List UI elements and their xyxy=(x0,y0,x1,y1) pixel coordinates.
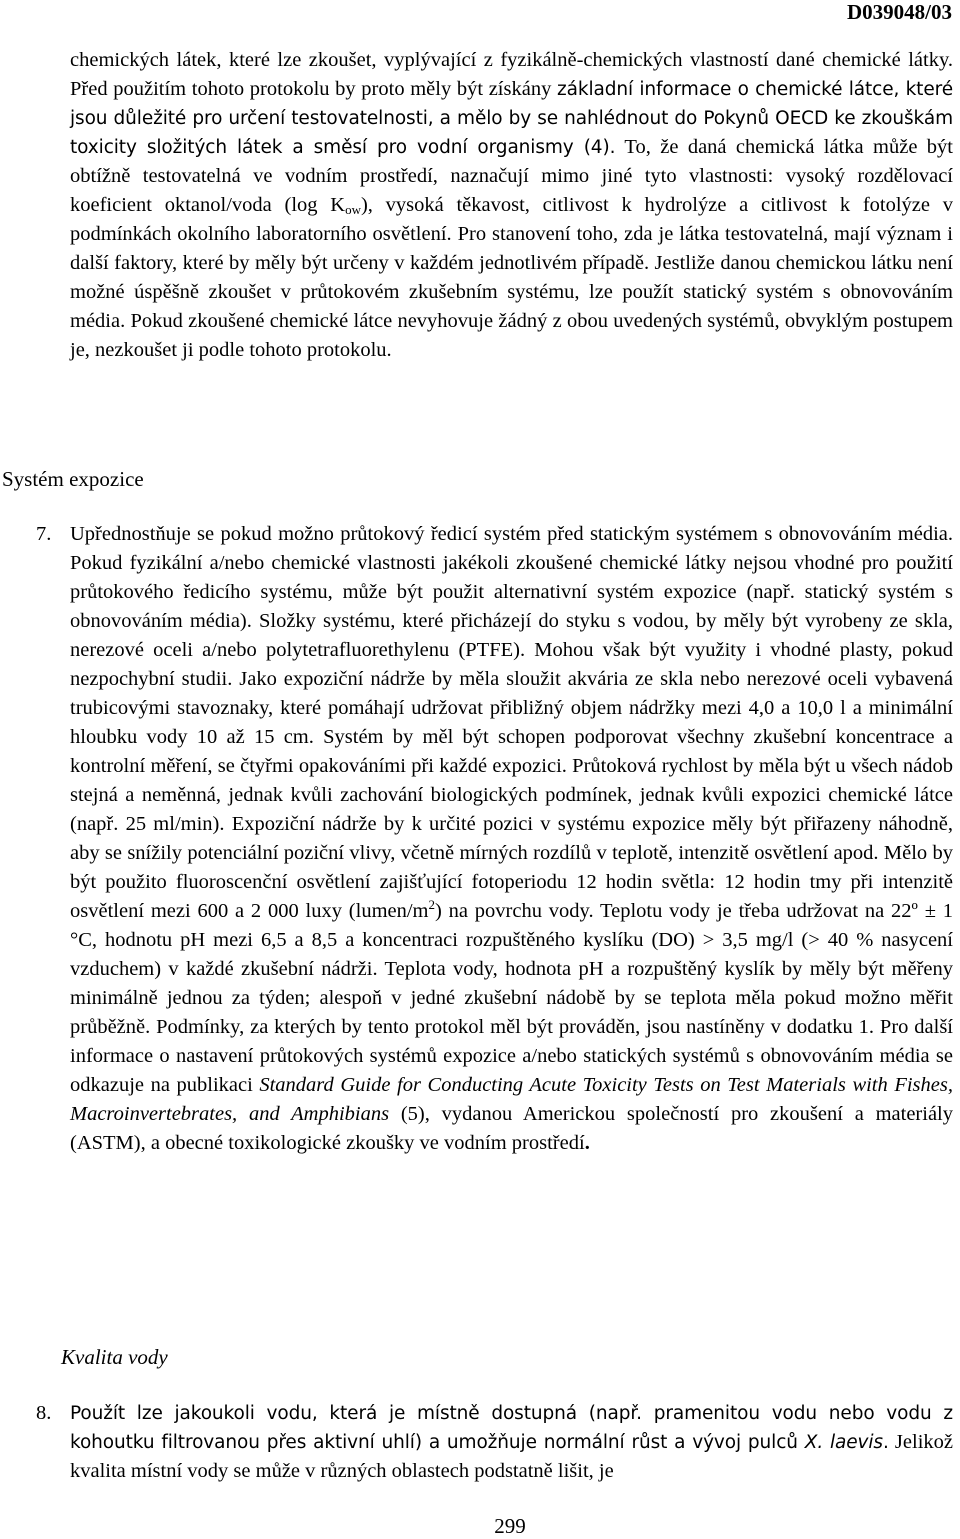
item-number-8: 8. xyxy=(36,1402,52,1424)
page-number: 299 xyxy=(494,1514,526,1538)
water-text-3: Jelikož kvalita místní vody se může v různých oblastech podstatně lišit, je xyxy=(70,1431,953,1482)
intro-text-5: Pro stanovení toho, zda je látka testovatelná, mají význam i další faktory, které by měly být určeny v každém jednotlivém případě. xyxy=(70,223,953,274)
intro-text-4: ), vysoká těkavost, citlivost k hydrolýze a citlivost k fotolýze v podmínkách okolního laboratorního osvětlení. xyxy=(70,194,953,245)
exposure-text-3: (5), vydanou Americkou společností pro zkoušení a materiály (ASTM), a obecné toxikologické zkoušky ve vodním prostředí xyxy=(70,1103,953,1154)
m2-superscript: 2 xyxy=(428,897,436,912)
exposure-text-1: Upřednostňuje se pokud možno průtokový ředicí systém před statickým systémem s obnovováním média. Pokud fyzikální a/nebo chemické vlastnosti jakékoli zkoušené chemické látky nejsou vhodné pro použití průtokového ředicího systému, může být použit alternativní systém expozice (např. statický systém s obnovováním média). Složky systému, které přicházejí do styku s vodou, by měly být vyrobeny ze skla, nerezové oceli a/nebo polytetrafluorethylenu (PTFE). Mohou však být využity i vhodné plasty, pokud nezpochybní studii. Jako expoziční nádrže by měla sloužit akvária ze skla nebo nerezové oceli vybavená trubicovými stavoznaky, které pomáhají udržovat přibližný objem nádržky mezi 4,0 a 10,0 l a minimální hloubku vody 10 až 15 cm. Systém by měl být schopen podporovat všechny zkušební koncentrace a kontrolní měření, se čtyřmi opakováními při každé expozici. Průtoková rychlost by měla být u všech nádob stejná a neměnná, jednak kvůli zachování biologických podmínek, jednak kvůli expozici chemické látce (např. 25 ml/min). Expoziční nádrže by k určité pozici v systému expozice měly být přiřazeny náhodně, aby se snížily potenciální poziční vlivy, včetně mírných rozdílů v teplotě, intenzitě osvětlení apod. Mělo by být použito fluoroscenční osvětlení zajišťující fotoperiodu 12 hodin světla: 12 hodin tmy při intenzitě osvětlení mezi 600 a 2 000 luxy (lumen/m xyxy=(70,523,953,922)
intro-text-1: chemických látek, které lze zkoušet, vyplývající z fyzikálně-chemických vlastností dané chemické látky. Před použitím tohoto protokolu by proto měly být získány xyxy=(70,49,953,100)
section-heading-exposure: Systém expozice xyxy=(2,467,144,491)
species-name: X. laevis xyxy=(804,1432,883,1453)
exposure-text-end: . xyxy=(584,1132,590,1154)
water-text-1: Použít lze jakoukoli vodu, která je místně dostupná (např. pramenitou vodu nebo vodu z kohoutku filtrovanou přes aktivní uhlí) a umožňuje normální růst a vývoj pulců xyxy=(70,1403,953,1453)
intro-text-2: základní informace o chemické látce, které jsou důležité pro určení testovatelnosti, a mělo by se nahlédnout do Pokynů OECD ke zkouškám toxicity složitých látek a směsí pro vodní organismy (4). xyxy=(70,79,953,158)
exposure-text-2: ) na povrchu vody. Teplotu vody je třeba udržovat na 22º ± 1 °C, hodnotu pH mezi 6,5 a 8,5 a koncentraci rozpuštěného kyslíku (DO) > 3,5 mg/l (> 40 % nasycení vzduchem) v každé zkušební nádrži. Teplota vody, hodnota pH a rozpuštěný kyslík by měly být měřeny minimálně jednou za týden; alespoň v jedné zkušební nádobě by se teplota měla pokud možno měřit průběžně. Podmínky, za kterých by tento protokol měl být prováděn, jsou nastíněny v dodatku 1. Pro další informace o nastavení průtokových systémů expozice a/nebo statických systémů s obnovováním média se odkazuje na publikaci xyxy=(70,900,954,1096)
exposure-paragraph xyxy=(70,520,953,1158)
intro-paragraph xyxy=(70,46,953,365)
water-quality-paragraph xyxy=(70,1399,953,1486)
section-heading-water-quality: Kvalita vody xyxy=(61,1345,168,1369)
document-id: D039048/03 xyxy=(847,0,952,24)
intro-text-6: Jestliže danou chemickou látku není možné úspěšně zkoušet v průtokovém zkušebním systému, lze použít statický systém s obnovováním média. Pokud zkoušené chemické látce nevyhovuje žádný z obou uvedených systémů, obvyklým postupem je, nezkoušet ji podle tohoto protokolu. xyxy=(70,252,953,361)
intro-text-3: To, že daná chemická látka může být obtížně testovatelná ve vodním prostředí, naznačují mimo jiné tyto vlastnosti: vysoký rozdělovací koeficient oktanol/voda (log K xyxy=(70,136,953,216)
kow-subscript: ow xyxy=(345,202,361,217)
astm-guide-title: Standard Guide for Conducting Acute Toxicity Tests on Test Materials with Fishes, Macroinvertebrates, and Amphibians xyxy=(70,1074,953,1125)
item-number-7: 7. xyxy=(36,523,52,545)
water-text-2: . xyxy=(882,1432,889,1453)
